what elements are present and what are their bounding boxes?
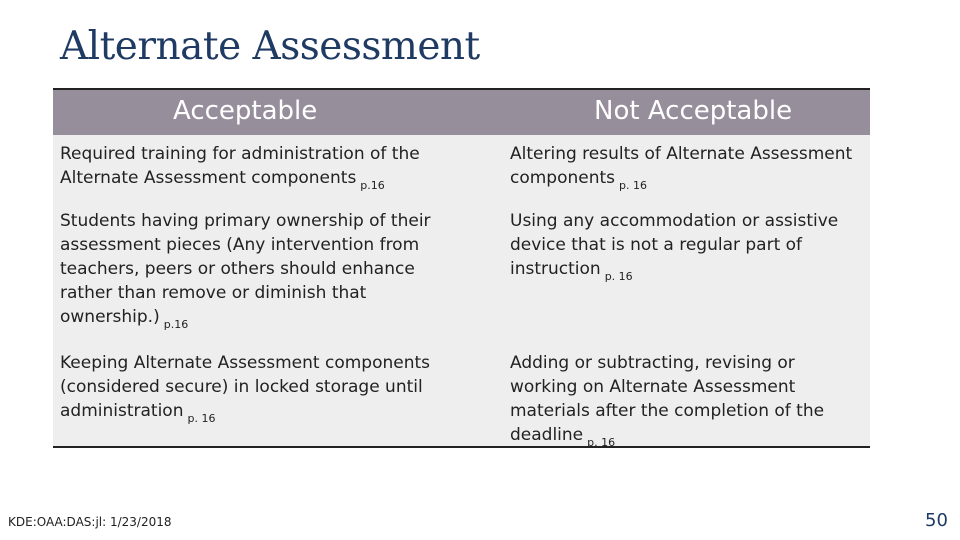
page-ref: p. 16	[619, 179, 648, 192]
page-number: 50	[925, 510, 948, 531]
page-ref: p. 16	[604, 270, 633, 283]
cell-text: Keeping Alternate Assessment components (considered secure) in locked storage until administration	[60, 353, 430, 421]
page-ref: p.16	[360, 179, 385, 192]
row-3-not-acceptable	[510, 351, 840, 449]
cell-text: Altering results of Alternate Assessment components	[510, 144, 853, 188]
slide-title: Alternate Assessment	[60, 24, 480, 69]
comparison-table	[53, 88, 870, 448]
row-1-acceptable	[60, 142, 440, 192]
cell-text: Using any accommodation or assistive device that is not a regular part of instruction	[510, 211, 839, 279]
cell-text: Students having primary ownership of their assessment pieces (Any intervention from teachers, peers or others should enhance rather than remove or diminish that ownership.)	[60, 211, 431, 327]
page-ref: p. 16	[187, 412, 216, 425]
table-header	[53, 90, 870, 135]
header-acceptable: Acceptable	[173, 96, 318, 126]
cell-text: Required training for administration of the Alternate Assessment components	[60, 144, 420, 188]
row-1-not-acceptable	[510, 142, 860, 192]
footer-citation: KDE:OAA:DAS:jl: 1/23/2018	[8, 515, 172, 529]
row-2-acceptable	[60, 209, 432, 331]
cell-text: Adding or subtracting, revising or working on Alternate Assessment materials after the completion of the deadline	[510, 353, 825, 445]
page-ref: p.16	[163, 318, 189, 331]
page-ref: p. 16	[587, 436, 616, 449]
row-3-acceptable	[60, 351, 440, 425]
row-2-not-acceptable	[510, 209, 850, 283]
header-not-acceptable: Not Acceptable	[594, 96, 793, 126]
